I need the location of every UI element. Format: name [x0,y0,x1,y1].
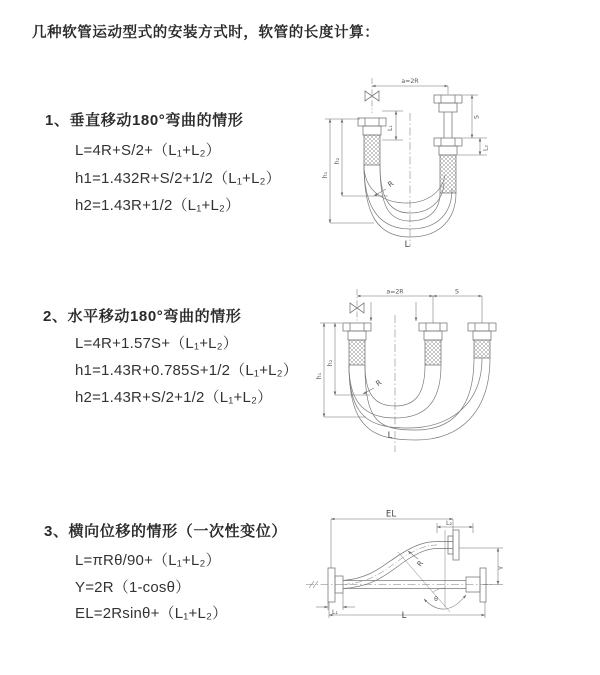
formula-2-h1: h1=1.43R+0.785S+1/2（L₁+L₂） [75,362,298,379]
hose-u-curves [349,358,490,440]
dim-label-h1: h₁ [322,171,329,179]
pipework [358,78,462,247]
formula-2-h2: h2=1.43R+S/2+1/2（L₁+L₂） [75,389,273,406]
dim-label-s: S [473,115,481,119]
diagram-vertical-180 [312,65,600,260]
dim-label-a2r: a=2R [386,288,404,296]
dimensions [325,86,487,223]
dim-label-h2: h₂ [327,359,334,367]
dim-label-h2: h₂ [334,157,341,165]
angle-label: θ [434,596,438,603]
pipework [343,289,496,452]
dim-label-h1: h₁ [316,372,323,380]
dim-label-a2r: a=2R [401,78,419,85]
dim-label-s: S [455,288,459,296]
diagram-lateral-offset [298,505,600,645]
formula-1-h1: h1=1.432R+S/2+1/2（L₁+L₂） [75,170,281,187]
formula-1-h2: h2=1.43R+1/2（L₁+L₂） [75,197,241,214]
braided-hose-right [474,340,490,358]
pipework [306,530,494,612]
radius-leader [408,551,418,559]
dim-label-l1: L₁ [332,609,338,616]
length-label: L [401,611,407,621]
dim-label-el: EL [385,509,397,520]
chord-line [398,552,450,612]
section-3-heading: 3、横向位移的情形（一次性变位） [44,523,287,540]
braided-hose-left [364,135,380,165]
braided-hose-middle [425,340,441,365]
length-label: L [387,431,393,441]
formula-3-EL: EL=2Rsinθ+（L₁+L₂） [75,605,228,622]
radius-label: R [385,178,396,190]
diagram-horizontal-180 [310,280,600,460]
length-label: L [404,240,410,250]
dim-label-l2: L₂ [482,145,490,151]
formula-3-L: L=πRθ/90+（L₁+L₂） [75,552,221,569]
dimensions [316,519,503,618]
formula-2-L: L=4R+1.57S+（L₁+L₂） [75,335,238,352]
section-1-heading: 1、垂直移动180°弯曲的情形 [45,112,244,129]
radius-label: R [373,377,384,389]
radius-label: R [414,558,426,569]
dim-label-y: Y [498,566,505,570]
diagram-labels [332,510,505,622]
diagram-labels [322,78,490,250]
page-title: 几种软管运动型式的安装方式时，软管的长度计算： [32,25,380,41]
formula-1-L: L=4R+S/2+（L₁+L₂） [75,142,221,159]
dimensions [320,296,482,417]
dim-label-l2: L₂ [446,520,452,527]
section-2-heading: 2、水平移动180°弯曲的情形 [43,308,242,325]
formula-3-Y: Y=2R（1-cosθ） [75,579,191,596]
braided-hose-right [440,155,456,193]
braided-hose-left [349,340,365,365]
dim-label-l1: L₁ [387,125,394,131]
